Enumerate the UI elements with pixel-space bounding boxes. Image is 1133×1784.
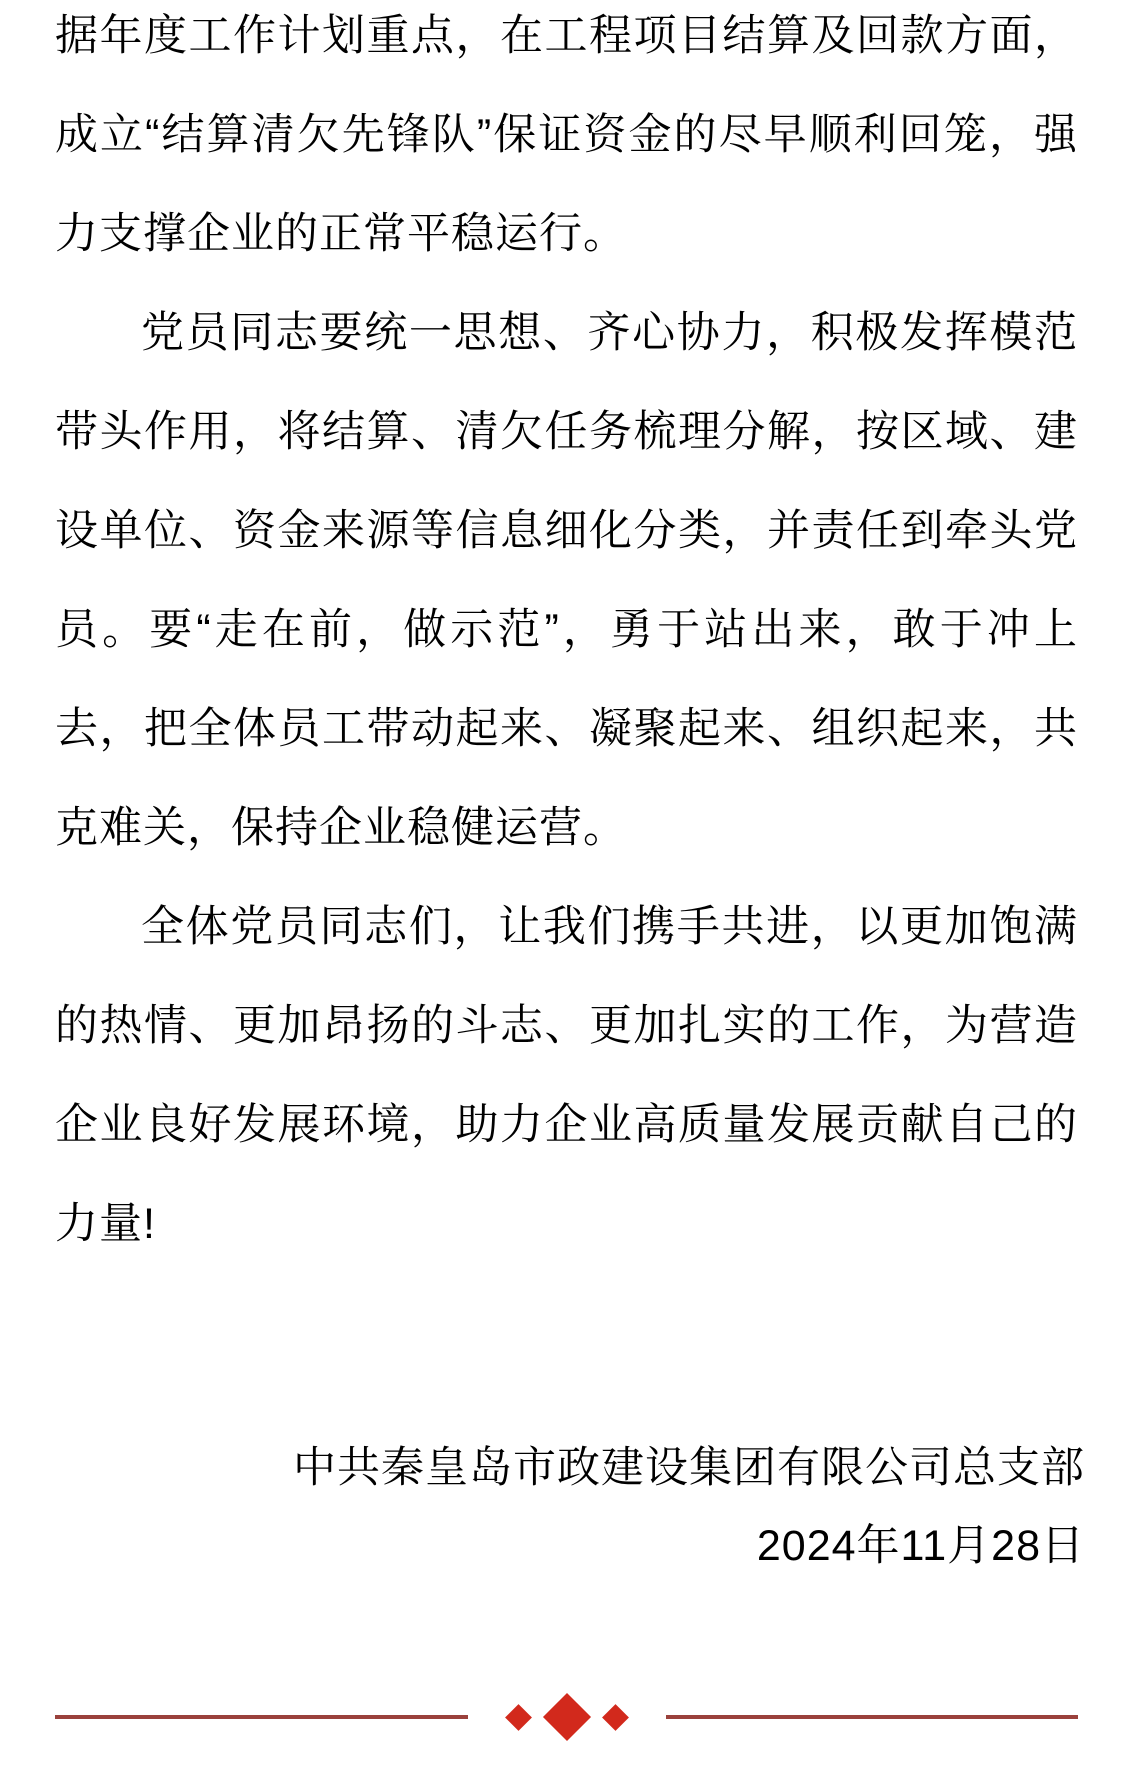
signature-date: 2024年11月28日 [756, 1522, 1085, 1570]
diamond-icon-large [542, 1693, 590, 1741]
signature-block [0, 1429, 1133, 1585]
diamond-icon-small-left [505, 1704, 532, 1731]
signature-org: 中共秦皇岛市政建设集团有限公司总支部 [293, 1444, 1085, 1492]
footer-divider [0, 1693, 1133, 1741]
paragraph-1: 据年度工作计划重点，在工程项目结算及回款方面，成立“结算清欠先锋队”保证资金的尽早顺利回笼，强力支撑企业的正常平稳运行。 [55, 12, 1078, 258]
divider-line-right [666, 1715, 1079, 1719]
paragraph-2: 党员同志要统一思想、齐心协力，积极发挥模范带头作用，将结算、清欠任务梳理分解，按区域、建设单位、资金来源等信息细化分类，并责任到牵头党员。要“走在前，做示范”，勇于站出来，敢于冲上去，把全体员工带动起来、凝聚起来、组织起来，共克难关，保持企业稳健运营。 [55, 309, 1078, 852]
paragraph-3: 全体党员同志们，让我们携手共进，以更加饱满的热情、更加昂扬的斗志、更加扎实的工作，为营造企业良好发展环境，助力企业高质量发展贡献自己的力量! [55, 903, 1078, 1248]
diamond-group [498, 1700, 636, 1734]
diamond-icon-small-right [602, 1704, 629, 1731]
divider-line-left [55, 1715, 468, 1719]
